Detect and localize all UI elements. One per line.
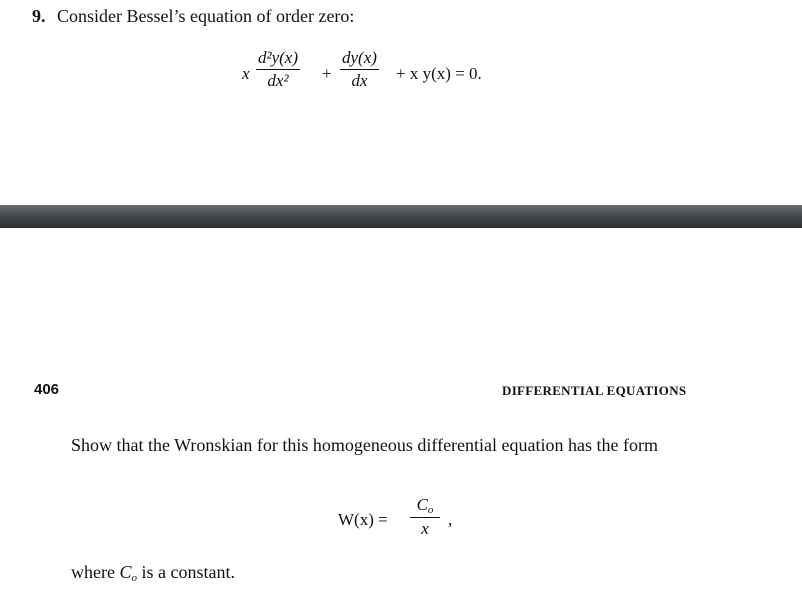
problem-statement: Consider Bessel’s equation of order zero: xyxy=(57,6,355,26)
body-paragraph: Show that the Wronskian for this homogeneous differential equation has the form xyxy=(71,435,658,455)
wronskian-lhs: W(x) = xyxy=(338,510,388,529)
second-derivative-fraction xyxy=(256,48,300,91)
page-number: 406 xyxy=(34,381,60,398)
first-derivative-fraction xyxy=(340,48,379,91)
second-derivative-denominator: dx² xyxy=(267,71,289,90)
page-divider xyxy=(0,205,802,228)
equation-remainder: + x y(x) = 0. xyxy=(396,64,482,83)
fraction-bar xyxy=(410,517,440,518)
constant-note: where $C_o$ is a constant. xyxy=(71,562,235,584)
running-head: DIFFERENTIAL EQUATIONS xyxy=(502,383,687,398)
fraction-bar xyxy=(256,69,300,70)
equation-comma: , xyxy=(448,510,453,529)
first-derivative-denominator: dx xyxy=(351,71,368,90)
equation-x-coefficient: x xyxy=(242,64,250,83)
second-derivative-numerator: d²y(x) xyxy=(258,48,299,67)
wronskian-numerator: $C_o$ xyxy=(416,495,434,516)
wronskian-fraction xyxy=(410,495,440,539)
first-derivative-numerator: dy(x) xyxy=(342,48,377,67)
plus-sign: + xyxy=(322,64,332,83)
fraction-bar xyxy=(340,69,379,70)
wronskian-denominator: x xyxy=(421,519,429,538)
problem-number: 9. xyxy=(32,6,46,26)
